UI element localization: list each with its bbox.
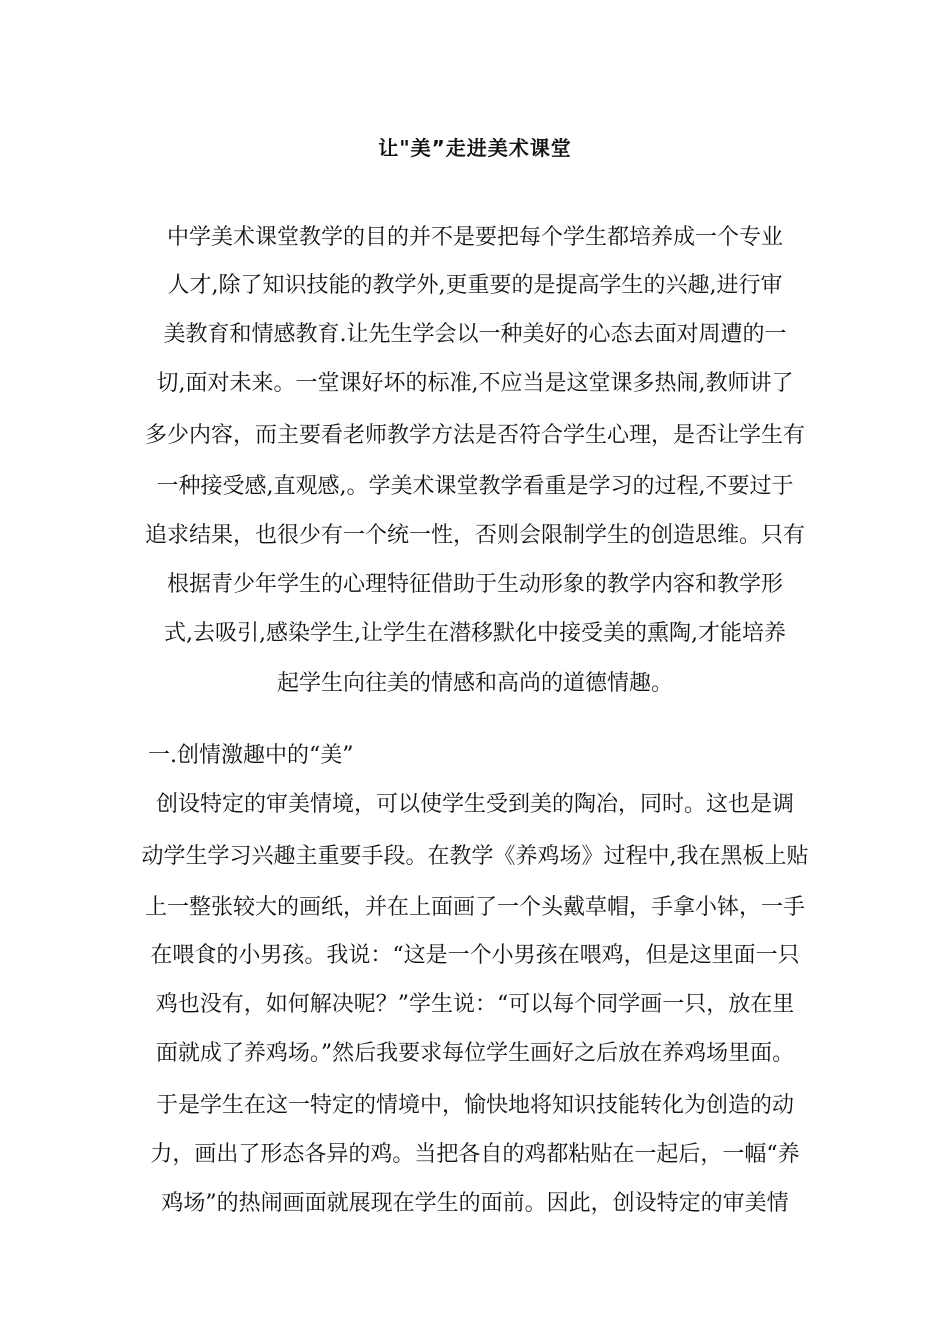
section-line: 上一整张较大的画纸，并在上面画了一个头戴草帽，手拿小钵，一手 — [144, 895, 805, 920]
section-line: 在喂食的小男孩。我说：“这是一个小男孩在喂鸡，但是这里面一只 — [150, 943, 800, 968]
intro-line: 式,去吸引,感染学生,让学生在潜移默化中接受美的熏陶,才能培养 — [164, 621, 786, 646]
section-line: 于是学生在这一特定的情境中，愉快地将知识技能转化为创造的动 — [155, 1093, 794, 1118]
section-line: 鸡场”的热闹画面就展现在学生的面前。因此，创设特定的审美情 — [161, 1191, 789, 1216]
intro-line: 中学美术课堂教学的目的并不是要把每个学生都培养成一个专业 — [166, 225, 783, 250]
section-line: 鸡也没有，如何解决呢？”学生说：“可以每个同学画一只，放在里 — [155, 992, 795, 1017]
intro-line: 根据青少年学生的心理特征借助于生动形象的教学内容和教学形 — [166, 572, 783, 597]
section-heading: 一.创情激趣中的“美” — [148, 743, 354, 768]
page-title: 让"美”走进美术课堂 — [378, 136, 572, 160]
intro-line: 人才,除了知识技能的教学外,更重要的是提高学生的兴趣,进行审 — [167, 273, 783, 298]
intro-line: 一种接受感,直观感,。学美术课堂教学看重是学习的过程,不要过于 — [156, 474, 794, 499]
intro-line: 追求结果，也很少有一个统一性，否则会限制学生的创造思维。只有 — [144, 523, 805, 548]
section-line: 创设特定的审美情境，可以使学生受到美的陶冶，同时。这也是调 — [155, 792, 794, 817]
intro-line: 起学生向往美的情感和高尚的道德情趣。 — [276, 671, 673, 696]
section-line: 力，画出了形态各异的鸡。当把各自的鸡都粘贴在一起后，一幅“养 — [150, 1142, 800, 1167]
section-line: 动学生学习兴趣主重要手段。在教学《养鸡场》过程中,我在黑板上贴 — [141, 844, 809, 869]
intro-line: 美教育和情感教育.让先生学会以一种美好的心态去面对周遭的一 — [163, 322, 787, 347]
section-line: 面就成了养鸡场。”然后我要求每位学生画好之后放在养鸡场里面。 — [155, 1041, 795, 1066]
intro-line: 切,面对未来。一堂课好坏的标准,不应当是这堂课多热闹,教师讲了 — [156, 371, 794, 396]
intro-line: 多少内容，而主要看老师教学方法是否符合学生心理，是否让学生有 — [144, 423, 805, 448]
